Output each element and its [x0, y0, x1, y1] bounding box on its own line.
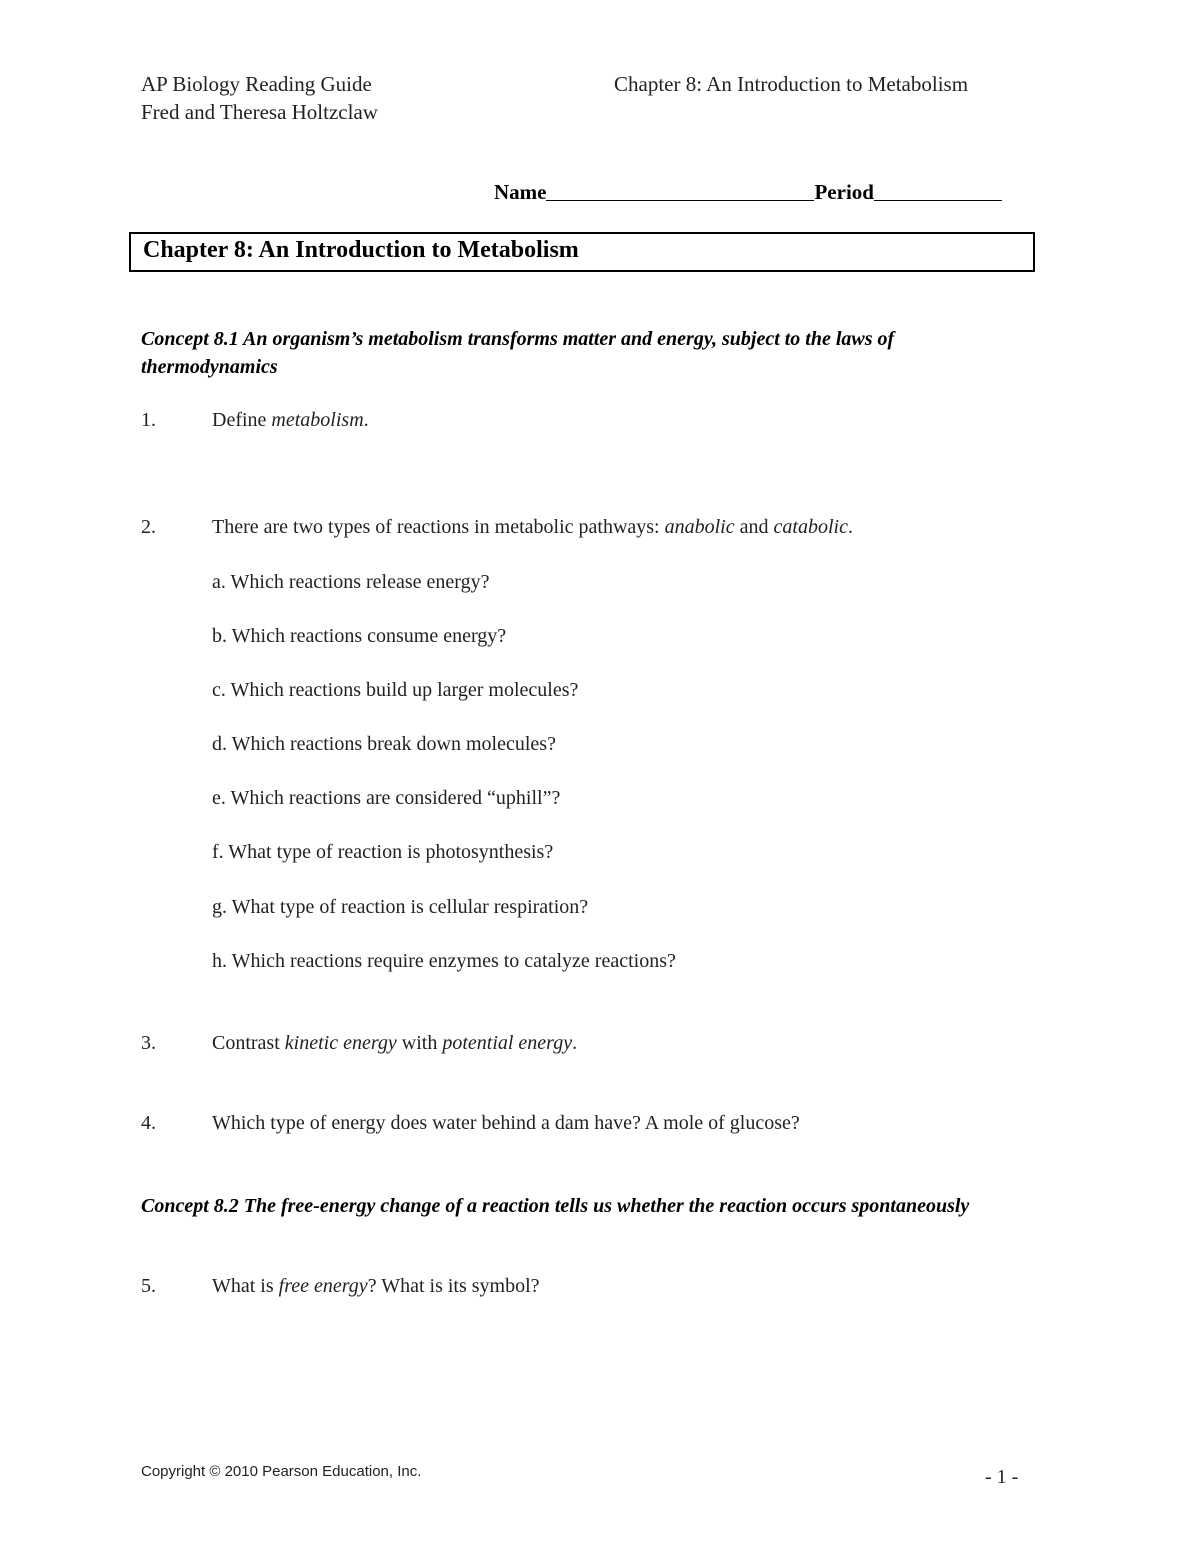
question-4-text: Which type of energy does water behind a dam have? A mole of glucose?	[212, 1112, 800, 1134]
name-label: Name	[494, 180, 547, 204]
period-blank[interactable]	[874, 199, 1002, 201]
footer-copyright: Copyright © 2010 Pearson Education, Inc.	[141, 1463, 422, 1480]
question-2f: f. What type of reaction is photosynthesis?	[212, 841, 554, 863]
question-5-text: What is free energy? What is its symbol?	[212, 1275, 540, 1297]
question-2-text: There are two types of reactions in metabolic pathways: anabolic and catabolic.	[212, 516, 853, 538]
header-chapter: Chapter 8: An Introduction to Metabolism	[614, 72, 969, 96]
name-period-line	[494, 180, 1002, 205]
question-3-text: Contrast kinetic energy with potential energy.	[212, 1032, 578, 1054]
header-authors: Fred and Theresa Holtzclaw	[141, 100, 378, 124]
question-2g: g. What type of reaction is cellular respiration?	[212, 896, 589, 918]
question-2d: d. Which reactions break down molecules?	[212, 733, 556, 755]
footer-page-number: - 1 -	[985, 1466, 1019, 1488]
question-1-text: Define metabolism.	[212, 409, 369, 431]
question-2b: b. Which reactions consume energy?	[212, 625, 507, 647]
concept-8-2-heading: Concept 8.2 The free-energy change of a reaction tells us whether the reaction occurs spontaneously	[141, 1195, 970, 1217]
question-2-number: 2.	[141, 516, 156, 538]
question-5-number: 5.	[141, 1275, 156, 1297]
question-2h: h. Which reactions require enzymes to catalyze reactions?	[212, 950, 676, 972]
name-blank[interactable]	[546, 199, 814, 201]
question-1-number: 1.	[141, 409, 156, 431]
question-3-number: 3.	[141, 1032, 156, 1054]
question-2e: e. Which reactions are considered “uphill”?	[212, 787, 561, 809]
question-4-number: 4.	[141, 1112, 156, 1134]
chapter-title-box	[129, 232, 1035, 272]
question-2c: c. Which reactions build up larger molecules?	[212, 679, 579, 701]
header-guide-title: AP Biology Reading Guide	[141, 72, 372, 96]
concept-8-1-heading: Concept 8.1 An organism’s metabolism transforms matter and energy, subject to the laws of thermodynamics	[141, 328, 895, 378]
question-2a: a. Which reactions release energy?	[212, 571, 490, 593]
chapter-title: Chapter 8: An Introduction to Metabolism	[143, 237, 579, 263]
period-label: Period	[814, 180, 874, 204]
